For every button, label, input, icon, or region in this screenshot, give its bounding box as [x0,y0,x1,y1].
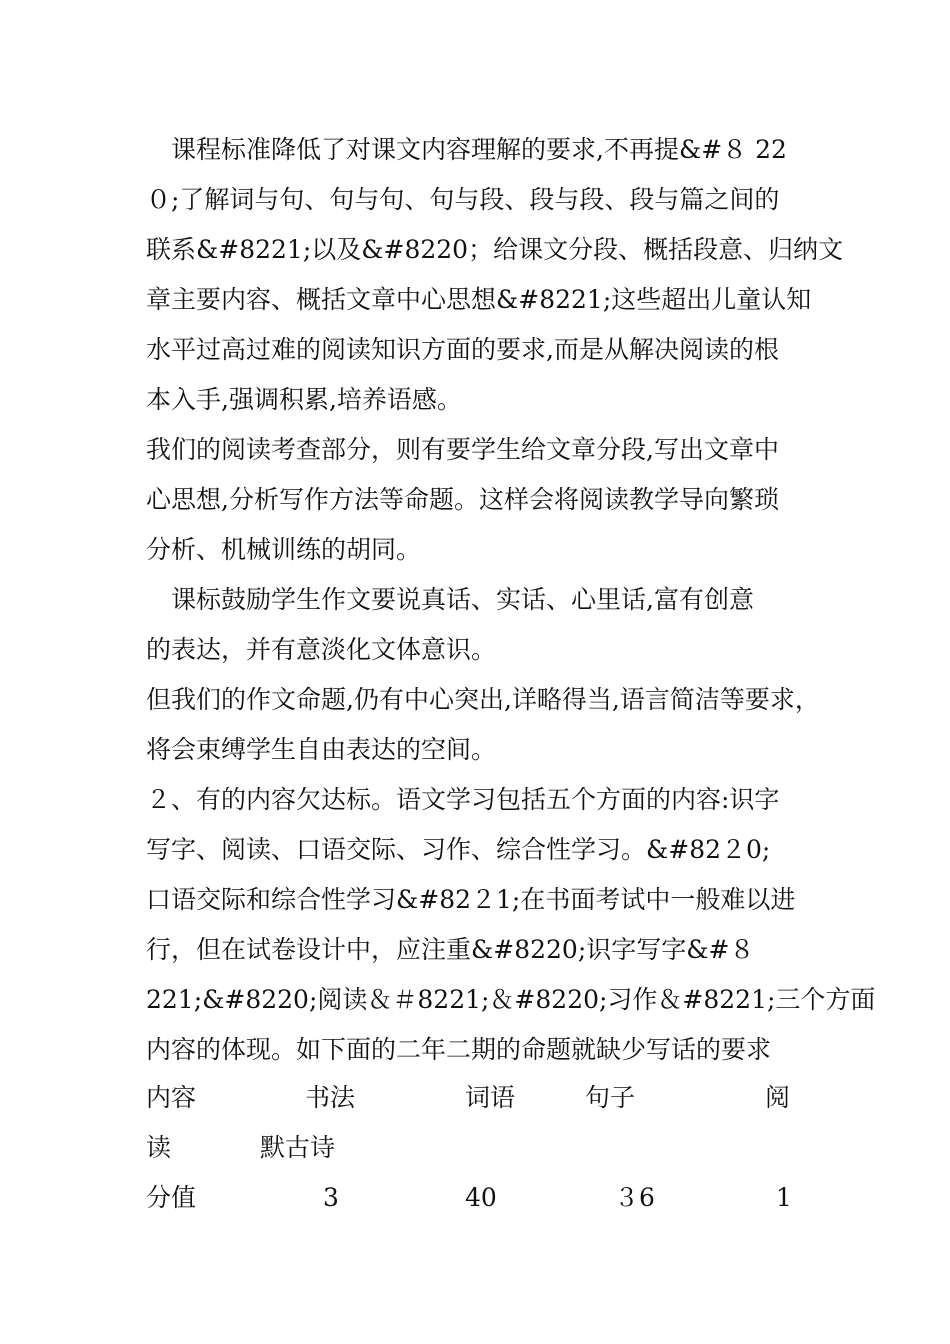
text-line: 但我们的作文命题,仍有中心突出,详略得当,语言简洁等要求， [146,685,820,714]
table-value-cell: 40 [465,1183,497,1212]
text-line: 我们的阅读考查部分，则有要学生给文章分段,写出文章中 [146,435,779,464]
table-header-cell: 默古诗 [260,1133,336,1162]
table-value-cell: ３6 [614,1183,655,1212]
table-value-cell: 3 [323,1183,339,1212]
table-header-cell: 读 [146,1133,172,1162]
table-value-cell: 1 [776,1183,792,1212]
text-line: 行，但在试卷设计中，应注重&#8220;识字写字&#８ [146,935,755,964]
table-header-cell: 内容 [146,1083,197,1112]
text-line: ２、有的内容欠达标。语文学习包括五个方面的内容:识字 [146,785,780,814]
text-line: 本入手,强调积累,培养语感。 [146,385,462,414]
text-line: ０;了解词与句、句与句、句与段、段与段、段与篇之间的 [146,185,780,214]
table-header-cell: 词语 [465,1083,516,1112]
table-value-cell: 分值 [146,1183,197,1212]
text-line: 课标鼓励学生作文要说真话、实话、心里话,富有创意 [146,585,754,614]
text-line: 分析、机械训练的胡同。 [146,535,422,564]
table-header-cell: 句子 [585,1083,636,1112]
text-line: 联系&#8221;以及&#8220；给课文分段、概括段意、归纳文 [146,235,844,264]
text-line: 的表达，并有意淡化文体意识。 [146,635,497,664]
text-line: 章主要内容、概括文章中心思想&#8221;这些超出儿童认知 [146,285,812,314]
text-line: 口语交际和综合性学习&#82２1;在书面考试中一般难以进 [146,885,796,914]
text-line: 221;&#8220;阅读＆＃8221;＆#8220;习作＆#8221;三个方面 [146,985,876,1014]
text-line: 水平过高过难的阅读知识方面的要求,而是从解决阅读的根 [146,335,779,364]
text-line: 写字、阅读、口语交际、习作、综合性学习。&#82２0; [146,835,771,864]
table-header-cell: 书法 [305,1083,356,1112]
text-line: 课程标准降低了对课文内容理解的要求,不再提&#８ 22 [146,135,787,164]
text-line: 心思想,分析写作方法等命题。这样会将阅读教学导向繁琐 [146,485,779,514]
text-line: 将会束缚学生自由表达的空间。 [146,735,497,764]
table-header-cell: 阅 [765,1083,791,1112]
text-line: 内容的体现。如下面的二年二期的命题就缺少写话的要求 [146,1035,772,1064]
